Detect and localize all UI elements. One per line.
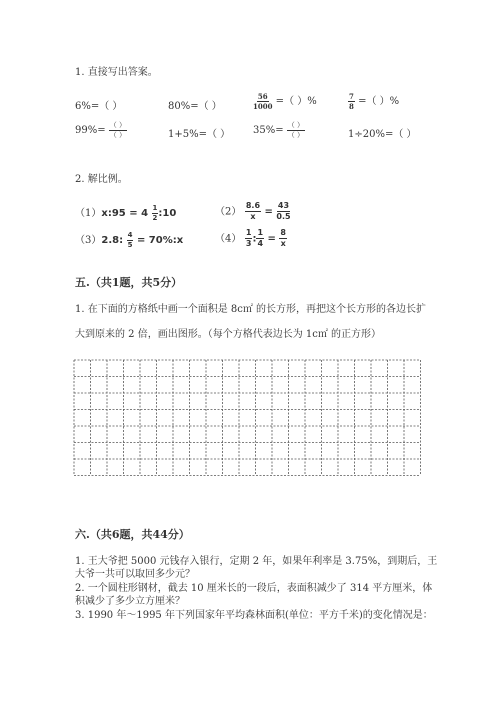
fraction-1-4 — [256, 229, 264, 248]
fraction-numerator: 56 — [257, 92, 268, 101]
fraction-numerator: 1 — [152, 203, 158, 212]
calc-row2-b: 1+5%=（ ） — [168, 129, 231, 140]
fraction-denominator: 1000 — [253, 102, 273, 111]
fraction-denominator: x — [280, 239, 286, 248]
fraction-numerator: 7 — [349, 92, 354, 101]
fraction-8-x — [279, 229, 287, 248]
fraction-7-8 — [348, 93, 355, 110]
fraction-denominator: 0.5 — [276, 212, 291, 221]
fraction-numerator: 8.6 — [245, 201, 261, 210]
proportion-1-left: x:95 = 4 — [101, 208, 149, 219]
fraction-blank — [109, 122, 127, 139]
proportion-1-right: :10 — [158, 208, 177, 219]
colon: : — [252, 233, 257, 245]
fraction-4-5 — [127, 232, 134, 249]
section-6-q2-line2: 积减少了多少立方厘米？ — [75, 596, 185, 607]
fraction-numerator: （ ） — [287, 121, 305, 129]
fraction-numerator: 43 — [277, 201, 290, 210]
fraction-numerator: 8 — [280, 228, 286, 237]
calc-row2-a — [75, 122, 127, 139]
section-6-q3-line1: 3. 1990 年～1995 年下列国家年平均森林面积(单位：平方千米)的变化情况是： — [75, 610, 433, 621]
calc-row1-d — [348, 92, 399, 110]
proportion-3-left: 2.8: — [101, 235, 124, 246]
section-5-q1-line1: 1. 在下面的方格纸中画一个面积是 8c㎡ 的长方形，再把这个长方形的各边长扩 — [75, 304, 427, 315]
proportion-3 — [75, 231, 183, 249]
section-6-heading: 六.（共6题，共44分） — [75, 528, 190, 541]
fraction-numerator: 1 — [257, 228, 264, 237]
fraction-8.6-x — [245, 202, 261, 221]
section-6-q1-line1: 1. 王大爷把 5000 元钱存入银行，定期 2 年，如果年利率是 3.75%，到期后，王 — [75, 556, 438, 567]
fraction-numerator: 1 — [245, 228, 252, 237]
section-5-heading: 五.（共1题，共5分） — [75, 276, 183, 289]
calc-row1-c-rest: =（ ）% — [275, 96, 317, 107]
fraction-denominator: 3 — [245, 239, 252, 248]
proportion-label: （3） — [75, 235, 102, 246]
section-5-q1-line2: 大到原来的 2 倍，画出图形。（每个方格代表边长为 1c㎡ 的正方形） — [75, 329, 382, 340]
section-1-title: 1. 直接写出答案。 — [75, 67, 158, 78]
fraction-43-0.5 — [276, 202, 290, 221]
section-6-q1-line2: 大爷一共可以取回多少元？ — [75, 569, 195, 580]
calc-row1-a: 6%=（ ） — [75, 101, 123, 112]
proportion-label: （2） — [215, 206, 242, 218]
proportion-label: （1） — [75, 208, 102, 219]
equals-sign: = — [267, 233, 276, 245]
proportion-3-right: = 70%:x — [136, 235, 184, 246]
fraction-denominator: 2 — [152, 213, 158, 222]
calc-row2-c — [253, 122, 305, 139]
fraction-56-1000 — [253, 93, 272, 110]
fraction-denominator: 4 — [257, 239, 264, 248]
calc-row2-a-pre: 99%= — [75, 125, 106, 136]
section-2-title: 2. 解比例。 — [75, 174, 128, 185]
proportion-2 — [215, 202, 291, 221]
fraction-numerator: （ ） — [109, 121, 127, 129]
fraction-denominator: 8 — [349, 102, 354, 111]
proportion-1 — [75, 204, 176, 222]
proportion-label: （4） — [215, 233, 242, 245]
fraction-denominator: 5 — [127, 240, 133, 249]
calc-row2-c-pre: 35%= — [253, 125, 284, 136]
calc-row1-b: 80%=（ ） — [168, 101, 222, 112]
fraction-denominator: x — [250, 212, 256, 221]
square-grid[interactable] — [73, 359, 423, 501]
fraction-denominator: （ ） — [287, 131, 305, 139]
calc-row1-c — [253, 92, 317, 110]
fraction-blank — [287, 122, 305, 139]
calc-row2-d: 1÷20%=（ ） — [348, 129, 417, 140]
section-6-q2-line1: 2. 一个圆柱形钢材，截去 10 厘米长的一段后，表面积减少了 314 平方厘米，体 — [75, 583, 433, 594]
calc-row1-d-rest: =（ ）% — [358, 96, 400, 107]
equals-sign: = — [264, 206, 273, 218]
fraction-numerator: 4 — [127, 230, 133, 239]
fraction-denominator: （ ） — [109, 131, 127, 139]
proportion-4 — [215, 229, 287, 248]
